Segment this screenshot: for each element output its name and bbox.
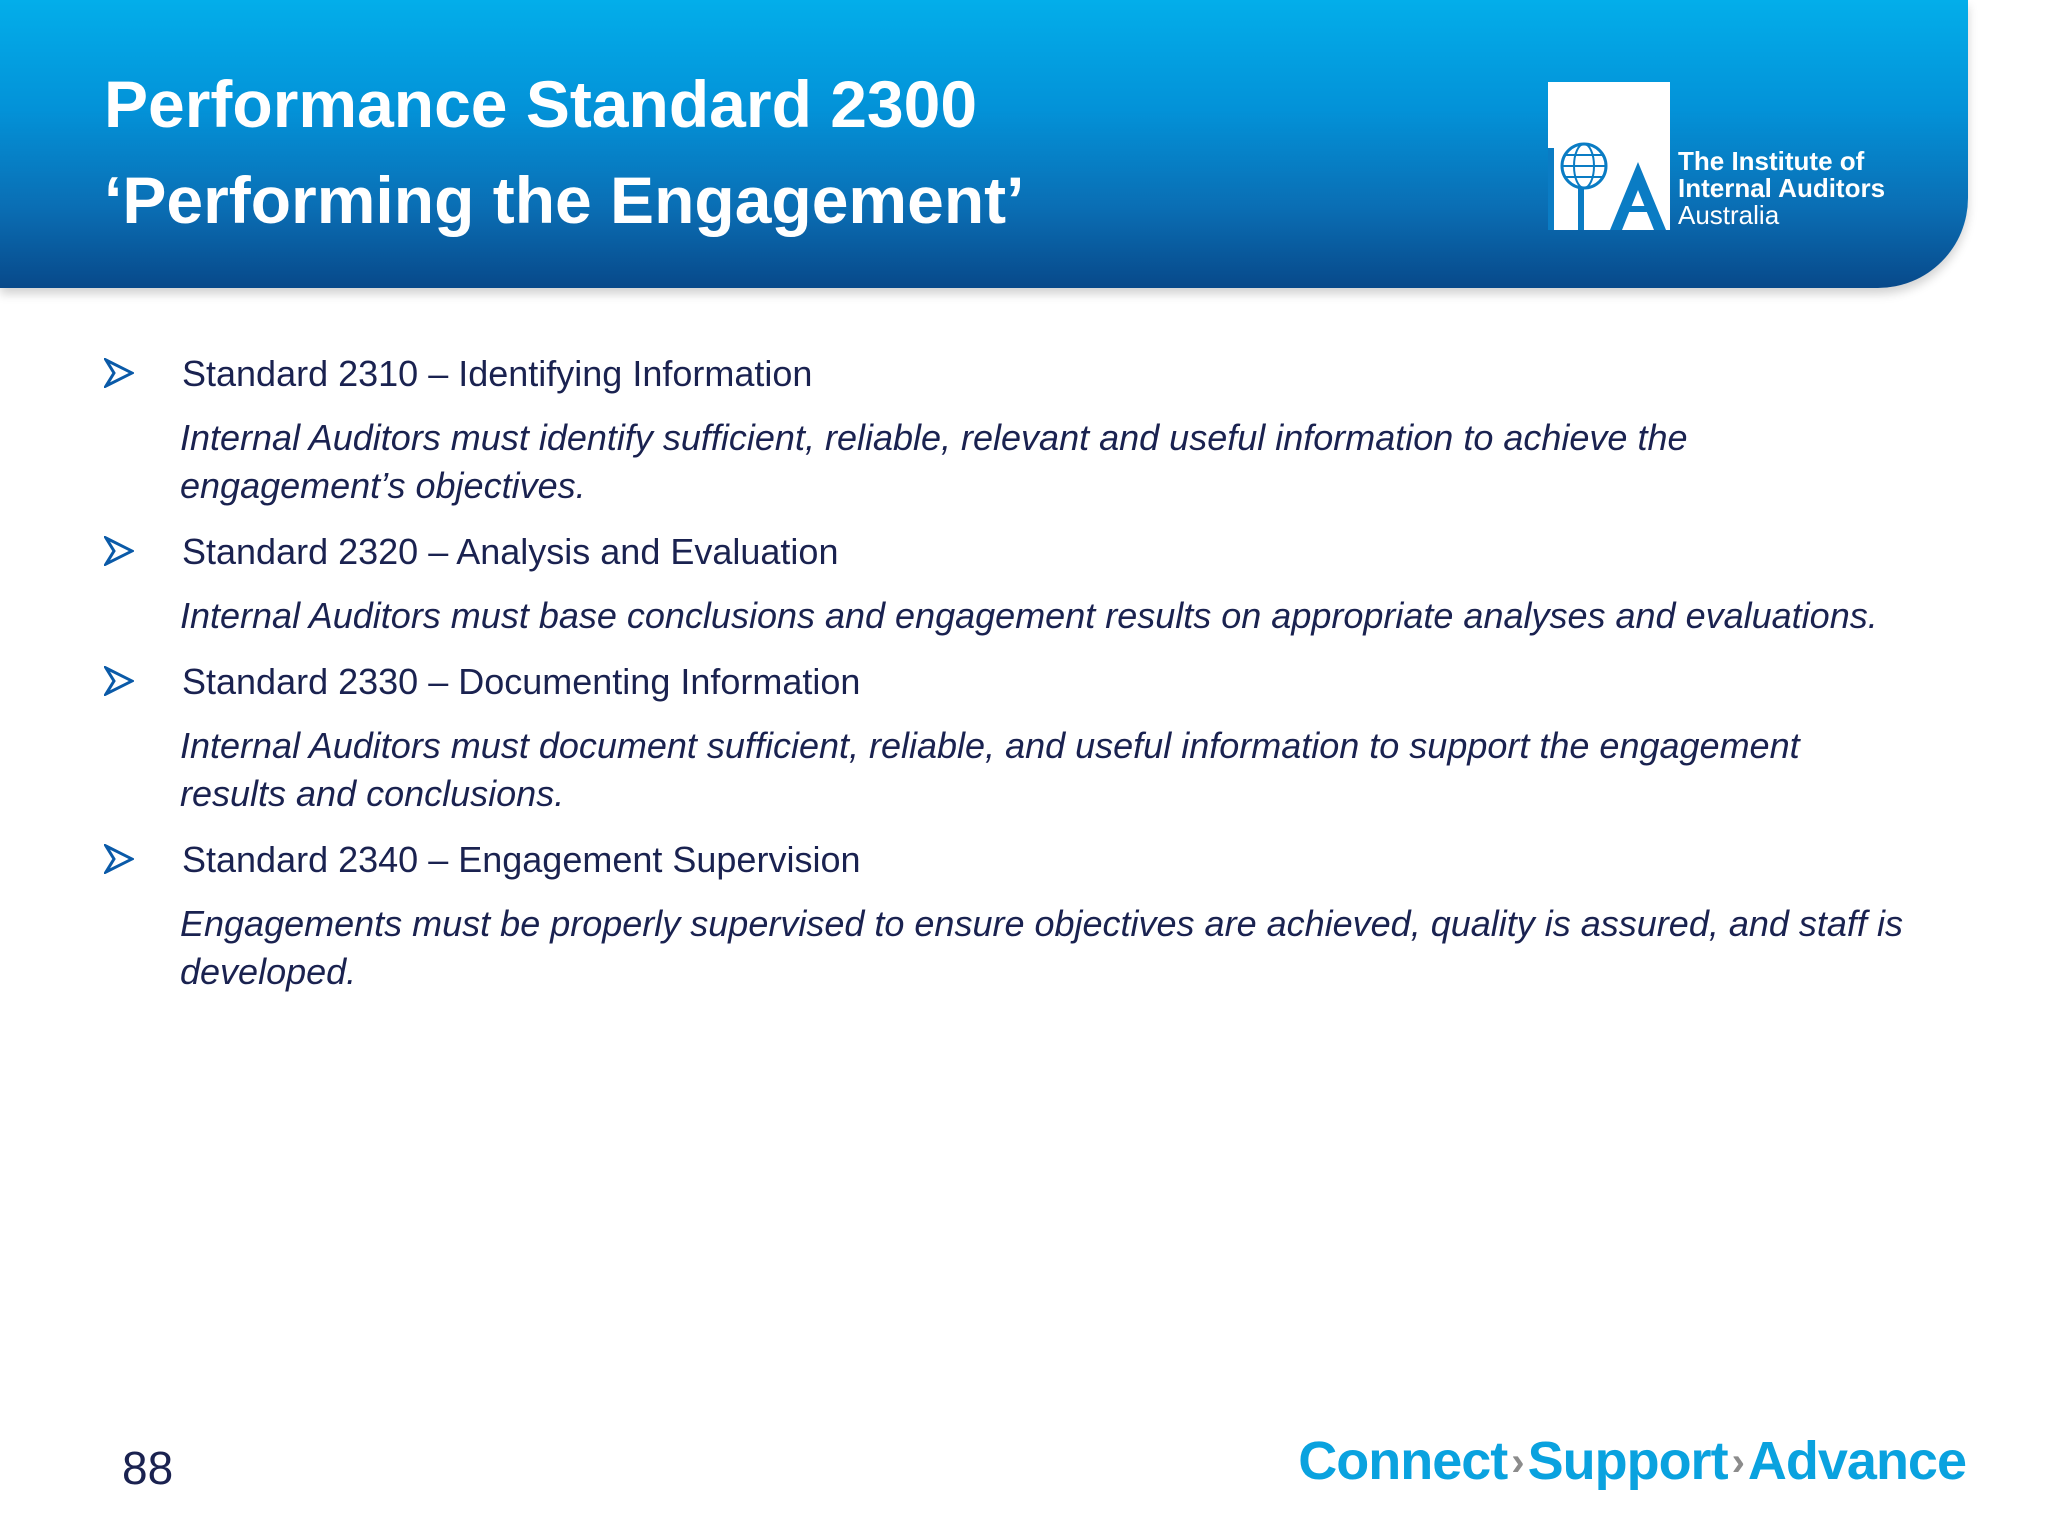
tagline-connect: Connect xyxy=(1298,1431,1508,1491)
logo-line-2: Internal Auditors xyxy=(1678,173,1886,203)
logo-line-1: The Institute of xyxy=(1678,146,1865,176)
standard-description-line-2: results and conclusions. xyxy=(180,773,565,814)
standard-description-line-2: engagement’s objectives. xyxy=(180,465,586,506)
standard-description-line-1: Internal Auditors must identify sufficient, reliable, relevant and useful information to achieve the xyxy=(180,417,1688,458)
arrow-bullet-icon xyxy=(104,536,134,566)
tagline-support: Support xyxy=(1527,1431,1728,1491)
standard-description-line-2: developed. xyxy=(180,951,357,992)
arrow-bullet-icon xyxy=(104,358,134,388)
page-number: 88 xyxy=(122,1442,174,1494)
tagline xyxy=(1298,1426,1966,1497)
standard-heading: Standard 2330 – Documenting Information xyxy=(182,661,861,702)
arrow-bullet-icon xyxy=(104,844,134,874)
standard-description-line-1: Engagements must be properly supervised to ensure objectives are achieved, quality is assured, and staff is xyxy=(180,903,1903,944)
slide-title-line-1: Performance Standard 2300 xyxy=(104,67,978,141)
slide-title-line-2: ‘Performing the Engagement’ xyxy=(104,163,1025,237)
chevron-right-icon: › xyxy=(1511,1440,1524,1484)
standard-description-line-1: Internal Auditors must document sufficient, reliable, and useful information to support the engagement xyxy=(180,725,1800,766)
standard-heading: Standard 2310 – Identifying Information xyxy=(182,353,813,394)
standard-heading: Standard 2340 – Engagement Supervision xyxy=(182,839,861,880)
chevron-right-icon: › xyxy=(1731,1440,1744,1484)
arrow-bullet-icon xyxy=(104,666,134,696)
standard-heading: Standard 2320 – Analysis and Evaluation xyxy=(182,531,839,572)
logo-line-3: Australia xyxy=(1678,200,1780,230)
tagline-advance: Advance xyxy=(1747,1431,1966,1491)
standard-description-line-1: Internal Auditors must base conclusions and engagement results on appropriate analyses and evaluations. xyxy=(180,595,1878,636)
